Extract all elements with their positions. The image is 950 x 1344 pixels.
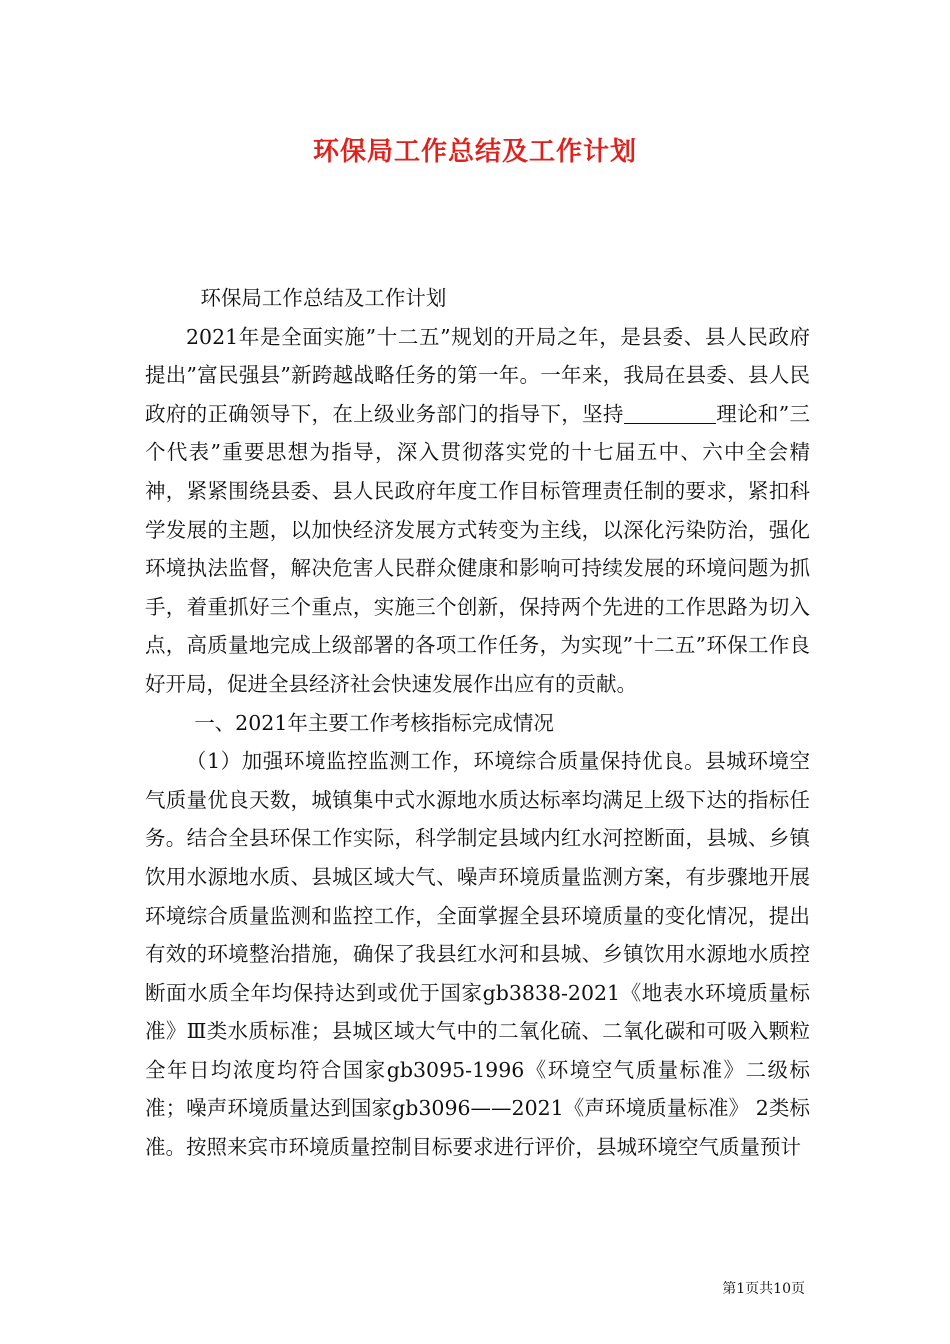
page-title: 环保局工作总结及工作计划 — [312, 137, 637, 167]
page-number: 第1页共10页 — [722, 1281, 805, 1297]
section-paragraph: （1）加强环境监控监测工作，环境综合质量保持优良。县城环境空气质量优良天数，城镇集中式水源地水质达标率均满足上级下达的指标任务。结合全县环保工作实际，科学制定县域内红水河控断面，县城、乡镇饮用水源地水质、县城区域大气、噪声环境质量监测方案，有步骤地开展环境综合质量监测和监控工作，全面掌握全县环境质量的变化情况，提出有效的环境整治措施，确保了我县红水河和县城、乡镇饮用水源地水质控断面水质全年均保持达到或优于国家gb3838-2021《地表水环境质量标准》Ⅲ类水质标准；县城区域大气中的二氧化硫、二氧化碳和可吸入颗粒全年日均浓度均符合国家gb3095-1996《环境空气质量标准》二级标准；噪声环境质量达到国家gb3096——2021《声环境质量标准》 2类标准。按照来宾市环境质量控制目标要求进行评价，县城环境空气质量预计 — [145, 749, 810, 1160]
intro-text-before-blank: 2021年是全面实施”十二五”规划的开局之年，是县委、县人民政府提出”富民强县”新跨越战略任务的第一年。一年来，我局在县委、县人民政府的正确领导下，在上级业务部门的指导下，坚持 — [145, 324, 810, 426]
intro-paragraph — [145, 318, 810, 704]
section-heading: 一、2021年主要工作考核指标完成情况 — [194, 710, 554, 735]
underline-blank — [624, 402, 716, 424]
document-body — [145, 279, 810, 1167]
document-subtitle: 环保局工作总结及工作计划 — [200, 286, 447, 310]
intro-text-after-blank: 理论和”三个代表”重要思想为指导，深入贯彻落实党的十七届五中、六中全会精神，紧紧围绕县委、县人民政府年度工作目标管理责任制的要求，紧扣科学发展的主题，以加快经济发展方式转变为主线，以深化污染防治，强化环境执法监督，解决危害人民群众健康和影响可持续发展的环境问题为抓手，着重抓好三个重点，实施三个创新，保持两个先进的工作思路为切入点，高质量地完成上级部署的各项工作任务，为实现”十二五”环保工作良好开局，促进全县经济社会快速发展作出应有的贡献。 — [145, 401, 810, 696]
